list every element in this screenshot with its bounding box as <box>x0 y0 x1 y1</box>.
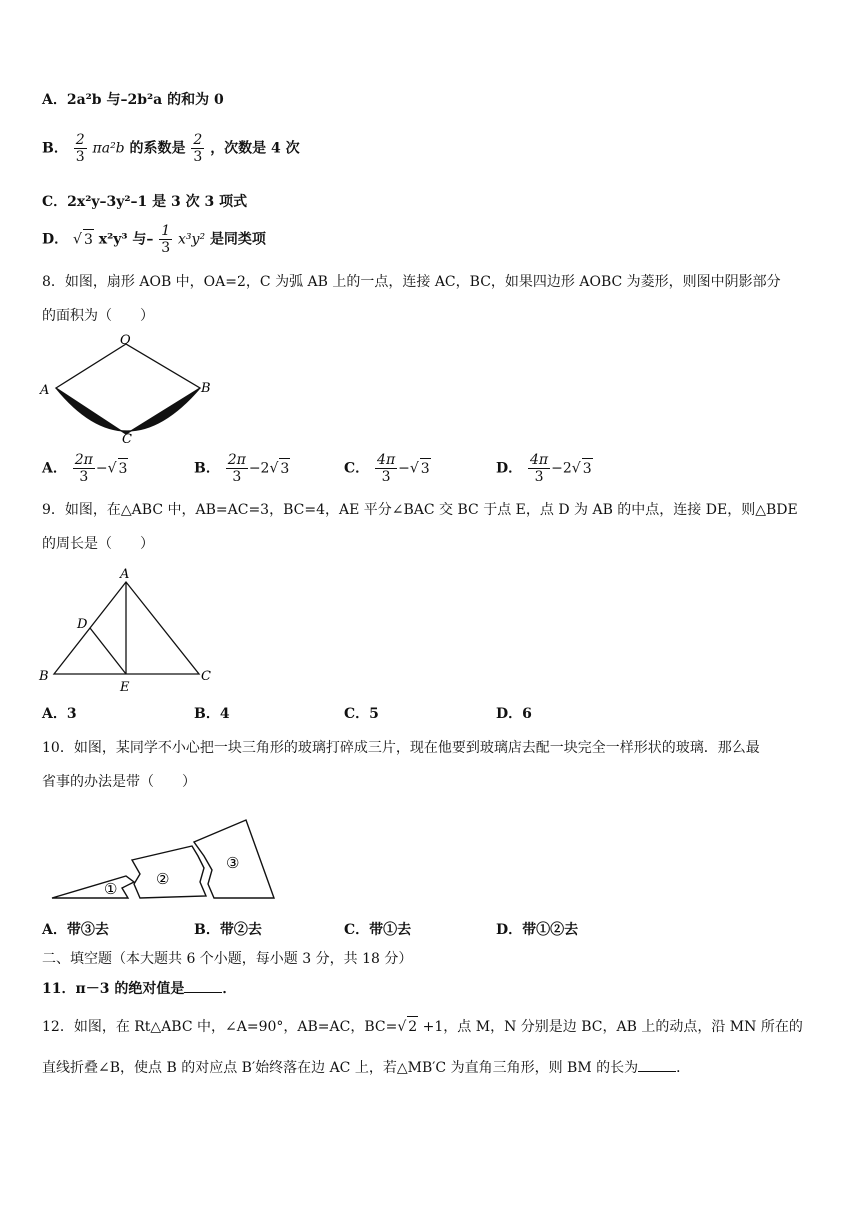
q7-b-expression: πa²b <box>92 140 125 157</box>
q8-stem-line2: 的面积为（ ） <box>42 308 154 324</box>
label-a: A <box>120 567 130 582</box>
section-heading-fill-in: 二、填空题（本大题共 6 个小题，每小题 3 分，共 18 分） <box>42 951 413 967</box>
q10-stem-line1: 10．如图，某同学不小心把一块三角形的玻璃打碎成三片，现在他要到玻璃店去配一块完全一样形状的玻璃．那么最 <box>42 740 760 756</box>
label-1: ① <box>104 880 118 898</box>
label-b: B <box>39 669 49 684</box>
q7-option-c: C．2x²y–3y²–1 是 3 次 3 项式 <box>42 194 248 210</box>
q8-sector-figure <box>38 334 216 446</box>
label-3: ③ <box>226 854 240 872</box>
label-o: O <box>120 334 131 348</box>
q7-d-expression: x³y² <box>178 231 206 248</box>
q8-option-a: A． $\frac{2\pi}{3}$ −√ 3 <box>42 452 128 485</box>
q7-b-mid: 的系数是 <box>129 140 186 157</box>
q9-stem-line1: 9．如图，在△ABC 中，AB=AC=3，BC=4，AE 平分∠BAC 交 BC 于点 E，点 D 为 AB 的中点，连接 DE，则△BDE <box>42 502 798 518</box>
q7-d-mid: x²y³ 与– <box>98 231 154 248</box>
q9-stem-line2: 的周长是（ ） <box>42 536 154 552</box>
q7-b-suffix: ，次数是 4 次 <box>210 140 300 157</box>
q7-d-letter: D． <box>42 231 69 248</box>
q10-option-d: D．带①②去 <box>496 922 579 938</box>
piece-1 <box>52 876 134 898</box>
q9-triangle-figure <box>36 564 218 694</box>
q8-option-c: C． $\frac{4\pi}{3}$ −√ 3 <box>344 452 430 485</box>
label-e: E <box>120 680 130 694</box>
label-a: A <box>40 383 50 398</box>
q7-option-b <box>42 132 300 165</box>
q7-option-d: D． √ 3 x²y³ 与– $\frac{1}{3}$ x³y² 是同类项 <box>42 223 266 256</box>
q9-option-b: B．4 <box>194 706 230 722</box>
rhombus-aobc <box>56 344 200 434</box>
q8-stem-line1: 8．如图，扇形 AOB 中，OA=2，C 为弧 AB 上的一点，连接 AC，BC，如果四边形 AOBC 为菱形，则图中阴影部分 <box>42 274 781 290</box>
q10-glass-figure <box>44 812 284 906</box>
q8-option-d: D． $\frac{4\pi}{3}$ −2√ 3 <box>496 452 592 485</box>
q12-stem-line1: 12．如图，在 Rt△ABC 中，∠A=90°，AB=AC，BC=√ 2 +1，点 M，N 分别是边 BC，AB 上的动点，沿 MN 所在的 <box>42 1016 803 1037</box>
q7-d-sqrt: 3 <box>83 229 94 250</box>
label-c: C <box>201 669 211 684</box>
q9-option-a: A．3 <box>42 706 77 722</box>
q7-b-letter: B． <box>42 140 68 157</box>
q10-stem-line2: 省事的办法是带（ ） <box>42 774 196 790</box>
q7-d-suffix: 是同类项 <box>209 231 266 248</box>
q9-option-d: D．6 <box>496 706 532 722</box>
q11-question: 11．π－3 的绝对值是 ． <box>42 978 236 999</box>
q7-option-a: A．2a²b 与–2b²a 的和为 0 <box>42 92 224 108</box>
q9-option-c: C．5 <box>344 706 379 722</box>
label-d: D <box>77 617 88 632</box>
q7-b-fraction2: $\frac{2}{3}$ <box>193 132 203 165</box>
segment-de <box>90 628 126 674</box>
q12-answer-blank[interactable] <box>638 1057 676 1072</box>
label-2: ② <box>156 870 170 888</box>
q10-option-b: B．带②去 <box>194 922 262 938</box>
q7-d-fraction: $\frac{1}{3}$ <box>161 223 171 256</box>
q8-option-b: B． $\frac{2\pi}{3}$ −2√ 3 <box>194 452 290 485</box>
q7-b-fraction: $\frac{2}{3}$ <box>75 132 85 165</box>
label-c: C <box>122 432 132 446</box>
label-b: B <box>201 381 211 396</box>
q12-stem-line2: 直线折叠∠B，使点 B 的对应点 B′始终落在边 AC 上，若△MB′C 为直角三角形，则 BM 的长为 ． <box>42 1057 690 1078</box>
q11-answer-blank[interactable] <box>184 978 222 993</box>
q10-option-c: C．带①去 <box>344 922 412 938</box>
q10-option-a: A．带③去 <box>42 922 109 938</box>
